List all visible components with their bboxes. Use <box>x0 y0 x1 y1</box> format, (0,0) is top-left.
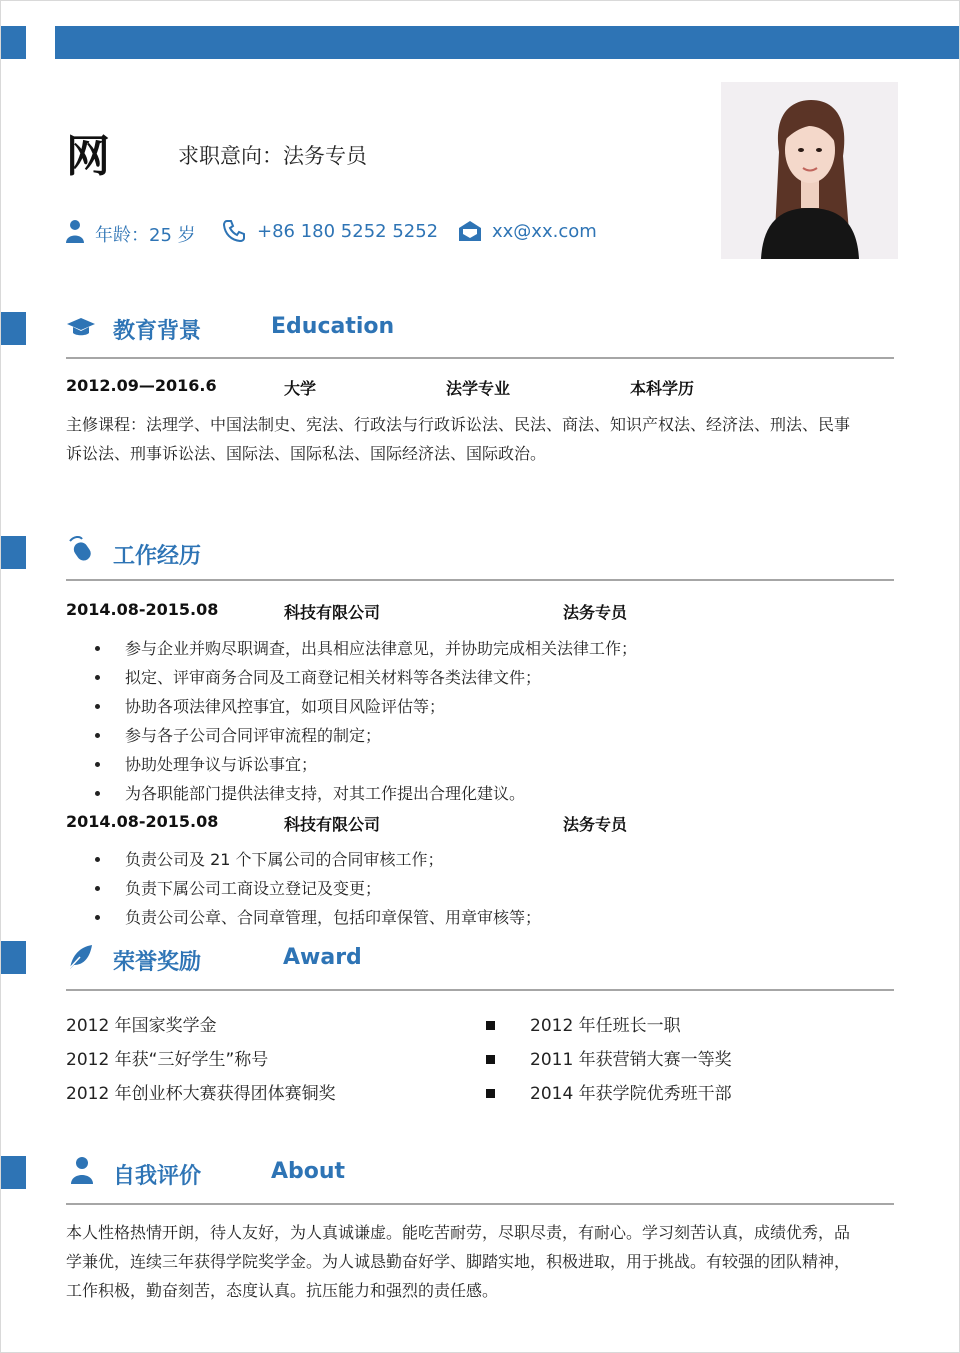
job1-company: 科技有限公司 <box>284 603 381 622</box>
education-courses-line-1: 主修课程：法理学、中国法制史、宪法、行政法与行政诉讼法、民法、商法、知识产权法、经济法、刑法、民事 <box>66 415 851 434</box>
about-title-en: About <box>271 1159 346 1184</box>
top-left-bar <box>0 26 26 59</box>
square-bullet-icon <box>486 1021 495 1030</box>
section-marker-about <box>0 1156 26 1189</box>
square-bullet-icon <box>486 1089 495 1098</box>
education-school: 大学 <box>284 379 317 398</box>
list-item: 为各职能部门提供法律支持，对其工作提出合理化建议。 <box>95 779 895 808</box>
award-item: 2012 年获“三好学生”称号 <box>66 1050 269 1070</box>
job2-period: 2014.08-2015.08 <box>66 812 219 831</box>
about-line-3: 工作积极，勤奋刻苦，态度认真。抗压能力和强烈的责任感。 <box>66 1281 499 1300</box>
about-divider <box>66 1203 894 1205</box>
about-line-2: 学兼优，连续三年获得学院奖学金。为人诚恳勤奋好学、脚踏实地，积极进取，用于挑战。有较强的团队精神， <box>66 1252 851 1271</box>
phone-icon <box>222 219 246 243</box>
education-title-en: Education <box>271 314 395 339</box>
award-right-column <box>530 1009 890 1111</box>
award-title-en: Award <box>283 945 362 970</box>
leaf-icon <box>66 943 94 971</box>
award-item: 2012 年任班长一职 <box>530 1016 681 1036</box>
list-item: 负责公司及 21 个下属公司的合同审核工作； <box>95 845 895 874</box>
job1-duties <box>95 634 895 808</box>
education-major: 法学专业 <box>446 379 511 398</box>
work-divider <box>66 579 894 581</box>
award-title-cn: 荣誉奖励 <box>113 950 202 975</box>
job1-role: 法务专员 <box>563 603 628 622</box>
award-item: 2011 年获营销大赛一等奖 <box>530 1050 732 1070</box>
award-item: 2014 年获学院优秀班干部 <box>530 1084 732 1104</box>
job2-role: 法务专员 <box>563 815 628 834</box>
job2-duties <box>95 845 895 932</box>
person-icon <box>70 1156 94 1184</box>
job-intent: 求职意向：法务专员 <box>178 144 367 168</box>
award-item: 2012 年创业杯大赛获得团体赛铜奖 <box>66 1084 336 1104</box>
mail-icon <box>458 220 482 242</box>
job1-period: 2014.08-2015.08 <box>66 600 219 619</box>
list-item: 负责下属公司工商设立登记及变更； <box>95 874 895 903</box>
section-marker-award <box>0 941 26 974</box>
list-item: 协助各项法律风控事宜，如项目风险评估等； <box>95 692 895 721</box>
list-item: 参与各子公司合同评审流程的制定； <box>95 721 895 750</box>
top-banner-bar <box>55 26 960 59</box>
mouse-icon <box>66 535 96 561</box>
section-marker-education <box>0 312 26 345</box>
list-item: 参与企业并购尽职调查，出具相应法律意见，并协助完成相关法律工作； <box>95 634 895 663</box>
age-text: 年龄：25 岁 <box>95 225 196 246</box>
person-icon <box>65 219 85 243</box>
list-item: 负责公司公章、合同章管理，包括印章保管、用章审核等； <box>95 903 895 932</box>
section-marker-work <box>0 536 26 569</box>
work-title-cn: 工作经历 <box>113 544 202 569</box>
profile-photo <box>721 82 898 259</box>
about-line-1: 本人性格热情开朗，待人友好，为人真诚谦虚。能吃苦耐劳，尽职尽责，有耐心。学习刻苦认真，成绩优秀，品 <box>66 1223 851 1242</box>
graduation-cap-icon <box>66 316 96 338</box>
phone-text: +86 180 5252 5252 <box>257 221 439 242</box>
education-divider <box>66 357 894 359</box>
education-title-cn: 教育背景 <box>113 319 202 344</box>
education-courses-line-2: 诉讼法、刑事诉讼法、国际法、国际私法、国际经济法、国际政治。 <box>66 444 547 463</box>
about-text <box>66 1218 896 1305</box>
list-item: 协助处理争议与诉讼事宜； <box>95 750 895 779</box>
education-courses <box>66 410 896 468</box>
job2-company: 科技有限公司 <box>284 815 381 834</box>
candidate-name: 网 <box>66 131 110 182</box>
award-item: 2012 年国家奖学金 <box>66 1016 217 1036</box>
award-left-column <box>66 1009 466 1111</box>
award-divider <box>66 989 894 991</box>
email-text: xx@xx.com <box>492 221 597 242</box>
list-item: 拟定、评审商务合同及工商登记相关材料等各类法律文件； <box>95 663 895 692</box>
education-degree: 本科学历 <box>630 379 695 398</box>
about-title-cn: 自我评价 <box>113 1164 202 1189</box>
square-bullet-icon <box>486 1055 495 1064</box>
education-period: 2012.09—2016.6 <box>66 376 217 395</box>
